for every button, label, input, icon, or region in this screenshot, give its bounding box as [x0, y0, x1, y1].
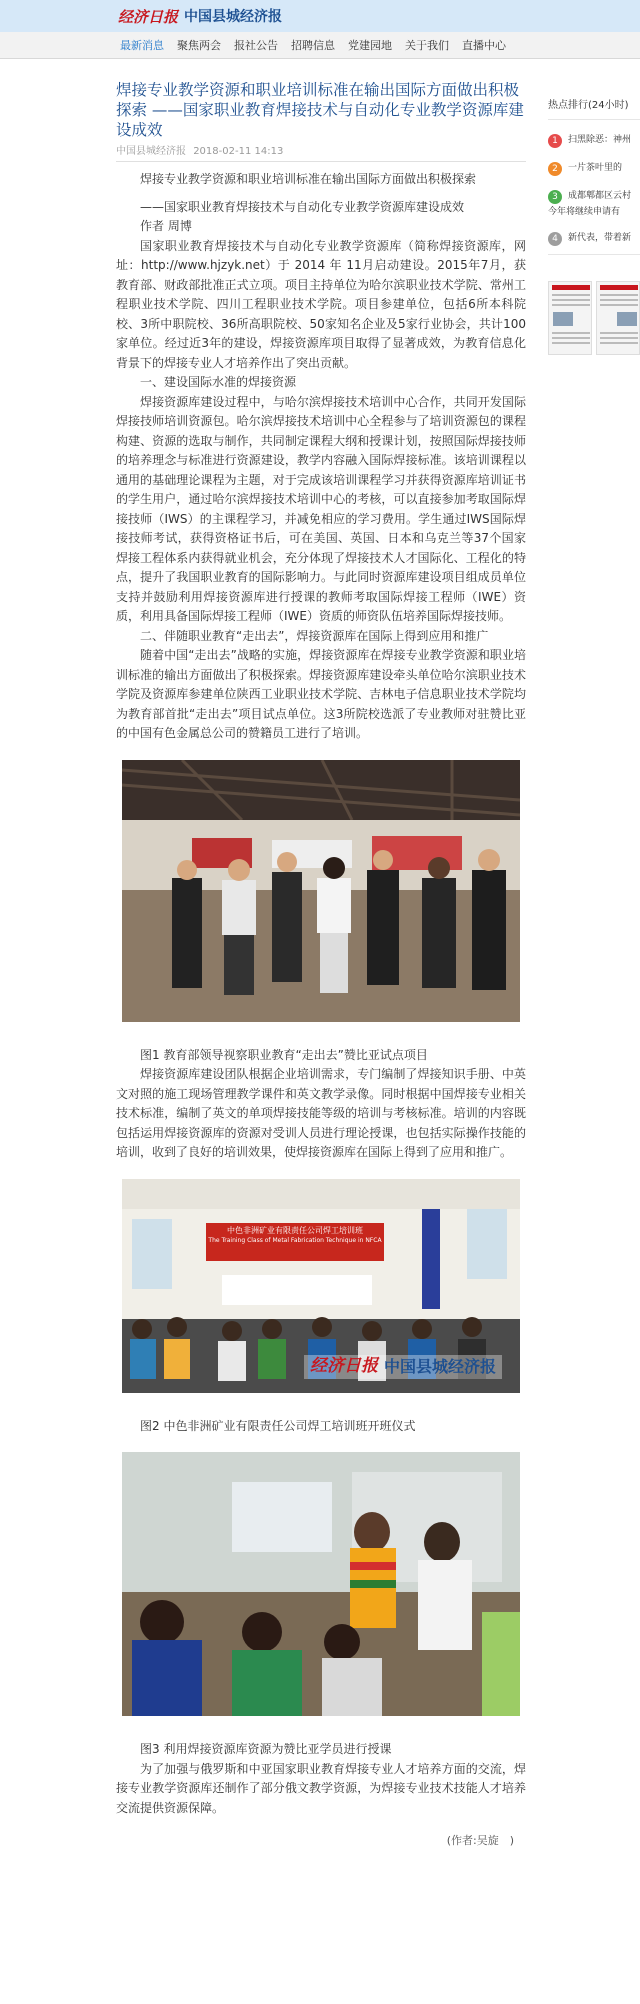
rank-badge-1: 1	[548, 134, 562, 148]
article-meta	[116, 142, 526, 157]
site-logo[interactable]	[118, 6, 282, 26]
figure3-caption: 图3 利用焊接资源库资源为赞比亚学员进行授课	[140, 1742, 392, 1756]
photo2-banner-cn: 中色非洲矿业有限责任公司焊工培训班	[227, 1225, 363, 1235]
hot-item-text[interactable]: 扫黑除恶：神州	[568, 135, 632, 145]
site-header	[0, 0, 640, 32]
newspaper-thumbnails	[548, 281, 640, 355]
hot-divider	[548, 254, 640, 255]
article-subhead: 焊接专业教学资源和职业培训标准在输出国际方面做出积极探索	[140, 172, 477, 186]
nav-two-sessions[interactable]: 聚焦两会	[177, 39, 221, 52]
section-heading: 二、伴随职业教育“走出去”，焊接资源库在国际上得到应用和推广	[140, 628, 489, 643]
hot-item-1[interactable]	[548, 134, 640, 148]
article-subtitle: ——国家职业教育焊接技术与自动化专业教学资源库建设成效	[140, 199, 465, 214]
article-date: 2018-02-11 14:13	[193, 146, 284, 157]
photo2-banner	[206, 1225, 384, 1245]
watermark-red: 经济日报	[309, 1356, 378, 1376]
hot-item-3[interactable]	[548, 190, 640, 204]
paragraph: 焊接资源库建设团队根据企业培训需求，专门编制了焊接知识手册、中英文对照的施工现场管理教学课件和英文教学录像。同时根据中国焊接专业相关技术标准，编制了英文的单项焊接技能等级的培训与考核标准。培训的内容既包括运用焊接资源库的资源对受训人员进行理论授课，也包括实际操作技能的培训，收到了良好的培训效果，使焊接资源库在国际上得到了应用和推广。	[116, 1067, 526, 1159]
sidebar-hot-ranking	[548, 80, 640, 355]
article-body	[116, 170, 526, 1818]
watermark-blue: 中国县城经济报	[383, 1357, 496, 1376]
rank-badge-3: 3	[548, 190, 562, 204]
logo-brand-red: 经济日报	[118, 7, 179, 26]
logo-brand-blue: 中国县城经济报	[184, 9, 283, 25]
photo-classroom	[122, 1452, 520, 1716]
hot-item-3-extra: 今年将继续申请有	[548, 207, 621, 217]
hot-item-text[interactable]: 新代表，带着新	[568, 233, 632, 243]
hot-item-text[interactable]: 成都郫都区云村	[568, 191, 632, 201]
article-byline: (作者:吴旋 )	[446, 1834, 514, 1847]
newspaper-thumbnail[interactable]	[596, 281, 640, 355]
hot-item-text[interactable]: 一片茶叶里的	[568, 163, 623, 173]
photo2-banner-en: The Training Class of Metal Fabrication Technique in NFCA	[208, 1236, 382, 1244]
hot-item-2[interactable]	[548, 162, 640, 176]
nav-live-center[interactable]: 直播中心	[462, 39, 506, 52]
nav-announcements[interactable]: 报社公告	[234, 39, 278, 52]
paragraph: 国家职业教育焊接技术与自动化专业教学资源库（简称焊接资源库，网址：http://www.hjzyk.net）于 2014 年 11月启动建设。2015年7月，获教育部、财政部批准正式立项。项目主持单位为哈尔滨职业技术学院、常州工程职业技术学院、四川工程职业技术学院。项目参建单位，包括6所本科院校、3所中职院校、36所高职院校、50家知名企业及5家行业协会，共计100家单位。经过近3年的建设，焊接资源库项目取得了显著成效，为教育信息化背景下的焊接专业人才培养作出了突出贡献。	[116, 238, 526, 370]
nav-party-building[interactable]: 党建园地	[348, 39, 392, 52]
article-source: 中国县城经济报	[116, 146, 186, 157]
rank-badge-2: 2	[548, 162, 562, 176]
rank-badge-4: 4	[548, 232, 562, 246]
figure2-caption: 图2 中色非洲矿业有限责任公司焊工培训班开班仪式	[140, 1418, 416, 1433]
hot-ranking-title: 热点排行(24小时)	[548, 100, 629, 111]
paragraph: 为了加强与俄罗斯和中亚国家职业教育焊接专业人才培养方面的交流，焊接专业教学资源库还制作了部分俄文教学资源，为焊接专业技术技能人才培养交流提供资源保障。	[116, 1761, 526, 1815]
section-heading: 一、建设国际水准的焊接资源	[140, 375, 297, 389]
photo-training-ceremony	[122, 1179, 520, 1393]
nav-about-us[interactable]: 关于我们	[405, 39, 449, 52]
paragraph: 焊接资源库建设过程中，与哈尔滨焊接技术培训中心合作，共同开发国际焊接技师培训资源包。哈尔滨焊接技术培训中心全程参与了培训资源包的课程构建、资源的选取与制作，共同制定课程大纲和授课计划，按照国际焊接技师的培养理念与标准进行资源建设，教学内容融入国际焊接标准。该培训课程以通用的基础理论课程为主题，对于完成该培训课程学习并获得资源库培训证书的学生用户，通过哈尔滨焊接技术培训中心的考核，可以直接参加考取国际焊接技师（IWS）的主课程学习，并减免相应的学习费用。学生通过IWS国际焊接技师考试，获得资格证书后，可在美国、英国、日本和乌克兰等37个国家焊接工程体系内获得就业机会，充分体现了焊接技术人才国际化、工程化的特点，提升了我国职业教育的国际影响力。与此同时资源库建设项目组成员单位支持并鼓励利用焊接资源库进行授课的教师考取国际焊接工程师（IWE）资质，利用具备国际焊接工程师（IWE）资质的师资队伍培养国际焊接技师。	[116, 394, 526, 623]
figure1-caption: 图1 教育部领导视察职业教育“走出去”赞比亚试点项目	[140, 1047, 428, 1062]
paragraph: 随着中国“走出去”战略的实施，焊接资源库在焊接专业教学资源和职业培训标准的输出方面做出了积极探索。焊接资源库建设牵头单位哈尔滨职业技术学院及资源库参建单位陕西工业职业技术学院、吉林电子信息职业技术学院均为教育部首批“走出去”项目试点单位。这3所院校选派了专业教师对驻赞比亚的中国有色金属总公司的赞籍员工进行了培训。	[116, 648, 526, 740]
article-title: 焊接专业教学资源和职业培训标准在输出国际方面做出积极探索 ——国家职业教育焊接技术与自动化专业教学资源库建设成效	[116, 81, 524, 139]
hot-divider	[548, 119, 640, 120]
nav-recruitment[interactable]: 招聘信息	[291, 39, 335, 52]
article-author: 作者 周博	[140, 219, 192, 233]
title-divider	[116, 161, 526, 162]
hot-item-4[interactable]	[548, 232, 640, 246]
main-navigation	[0, 32, 640, 59]
article-container	[116, 80, 526, 1848]
photo-watermark	[304, 1355, 502, 1379]
photo-officials-visit	[122, 760, 520, 1022]
newspaper-thumbnail[interactable]	[548, 281, 592, 355]
nav-latest-news[interactable]: 最新消息	[120, 39, 164, 52]
